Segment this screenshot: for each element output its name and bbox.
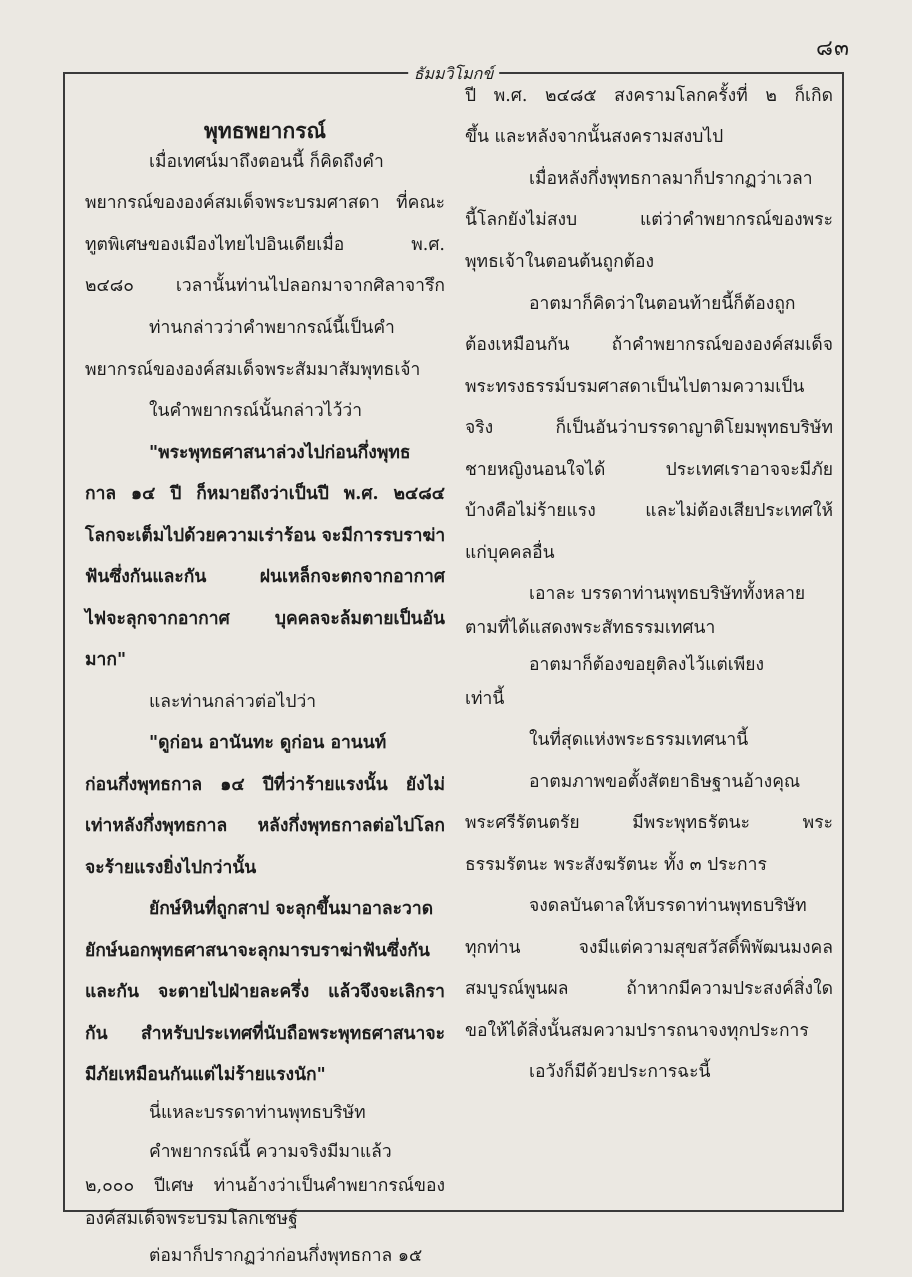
- text-line: จริง ก็เป็นอันว่าบรรดาญาติโยมพุทธบริษัท: [465, 418, 833, 438]
- text-line: กาล ๑๔ ปี ก็หมายถึงว่าเป็นปี พ.ศ. ๒๔๘๔: [85, 484, 445, 504]
- text-line: ๒,๐๐๐ ปีเศษ ท่านอ้างว่าเป็นคำพยากรณ์ของ: [85, 1176, 445, 1196]
- text-line: อาตมาก็ต้องขอยุติลงไว้แต่เพียง: [529, 655, 765, 675]
- text-line: ท่านกล่าวว่าคำพยากรณ์นี้เป็นคำ: [149, 318, 395, 338]
- section-title: พุทธพยากรณ์: [204, 118, 326, 143]
- text-line: ไฟจะลุกจากอากาศ บุคคลจะล้มตายเป็นอัน: [85, 609, 445, 629]
- text-line: นี่แหละบรรดาท่านพุทธบริษัท: [149, 1103, 366, 1123]
- page-frame: [63, 64, 844, 1266]
- text-line: ต้องเหมือนกัน ถ้าคำพยากรณ์ขององค์สมเด็จ: [465, 335, 833, 355]
- text-line: อาตมาก็คิดว่าในตอนท้ายนี้ก็ต้องถูก: [529, 294, 796, 314]
- text-line: สมบูรณ์พูนผล ถ้าหากมีความประสงค์สิ่งใด: [465, 979, 833, 999]
- text-line: เมื่อหลังกึ่งพุทธกาลมาก็ปรากฏว่าเวลา: [529, 169, 813, 189]
- text-line: คำพยากรณ์นี้ ความจริงมีมาแล้ว: [149, 1142, 392, 1162]
- text-line: ในคำพยากรณ์นั้นกล่าวไว้ว่า: [149, 401, 363, 421]
- text-line: ชายหญิงนอนใจได้ ประเทศเราอาจจะมีภัย: [465, 460, 833, 480]
- text-line: ปี พ.ศ. ๒๔๘๕ สงครามโลกครั้งที่ ๒ ก็เกิด: [465, 86, 833, 106]
- text-line: โลกจะเต็มไปด้วยความเร่าร้อน จะมีการรบราฆ่า: [85, 526, 446, 546]
- text-line: พระทรงธรรม์บรมศาสดาเป็นไปตามความเป็น: [465, 377, 805, 397]
- text-line: เอวังก็มีด้วยประการฉะนี้: [529, 1062, 711, 1082]
- text-line: ธรรมรัตนะ พระสังฆรัตนะ ทั้ง ๓ ประการ: [465, 855, 767, 875]
- text-line: จะร้ายแรงยิ่งไปกว่านั้น: [85, 858, 257, 878]
- text-line: เท่านี้: [465, 689, 505, 709]
- text-line: พยากรณ์ขององค์สมเด็จพระสัมมาสัมพุทธเจ้า: [85, 360, 421, 380]
- text-line: และท่านกล่าวต่อไปว่า: [149, 692, 317, 712]
- text-line: ทูตพิเศษของเมืองไทยไปอินเดียเมื่อ พ.ศ.: [85, 235, 445, 255]
- text-line: ก่อนกึ่งพุทธกาล ๑๔ ปีที่ว่าร้ายแรงนั้น ยังไม่: [85, 775, 445, 795]
- text-line: ยักษ์นอกพุทธศาสนาจะลุกมารบราฆ่าฟันซึ่งกัน: [85, 941, 430, 961]
- text-line: ยักษ์หินที่ถูกสาป จะลุกขึ้นมาอาละวาด: [149, 899, 434, 919]
- text-line: พุทธเจ้าในตอนต้นถูกต้อง: [465, 252, 655, 272]
- text-line: ต่อมาก็ปรากฏว่าก่อนกึ่งพุทธกาล ๑๕: [149, 1246, 423, 1266]
- text-line: ขอให้ได้สิ่งนั้นสมความปรารถนาจงทุกประการ: [465, 1021, 809, 1041]
- text-line: พระศรีรัตนตรัย มีพระพุทธรัตนะ พระ: [465, 813, 833, 833]
- text-line: กัน สำหรับประเทศที่นับถือพระพุทธศาสนาจะ: [85, 1024, 445, 1044]
- text-line: เท่าหลังกึ่งพุทธกาล หลังกึ่งพุทธกาลต่อไปโลก: [85, 816, 445, 836]
- text-line: "พระพุทธศาสนาล่วงไปก่อนกึ่งพุทธ: [149, 443, 411, 463]
- text-line: ตามที่ได้แสดงพระสัทธรรมเทศนา: [465, 618, 716, 638]
- text-line: ขึ้น และหลังจากนั้นสงครามสงบไป: [465, 127, 724, 147]
- text-line: ฟันซึ่งกันและกัน ฝนเหล็กจะตกจากอากาศ: [85, 567, 445, 587]
- text-line: "ดูก่อน อานันทะ ดูก่อน อานนท์: [149, 733, 387, 753]
- text-line: พยากรณ์ขององค์สมเด็จพระบรมศาสดา ที่คณะ: [85, 193, 445, 213]
- text-line: จงดลบันดาลให้บรรดาท่านพุทธบริษัท: [529, 896, 807, 916]
- text-line: แก่บุคคลอื่น: [465, 543, 555, 563]
- text-line: อาตมภาพขอตั้งสัตยาธิษฐานอ้างคุณ: [529, 772, 801, 792]
- text-line: ๒๔๘๐ เวลานั้นท่านไปลอกมาจากศิลาจารึก: [85, 276, 445, 296]
- text-line: ทุกท่าน จงมีแต่ความสุขสวัสดิ์พิพัฒนมงคล: [465, 938, 833, 958]
- text-line: และกัน จะตายไปฝ่ายละครึ่ง แล้วจึงจะเลิกรา: [85, 982, 445, 1002]
- text-line: องค์สมเด็จพระบรมโลกเชษฐ์: [85, 1209, 298, 1229]
- page-number: ๘๓: [815, 36, 850, 61]
- text-line: บ้างคือไม่ร้ายแรง และไม่ต้องเสียประเทศให้: [465, 501, 833, 521]
- running-header: ธัมมวิโมกข์: [408, 62, 500, 87]
- text-line: มีภัยเหมือนกันแต่ไม่ร้ายแรงนัก": [85, 1065, 326, 1085]
- text-line: เอาละ บรรดาท่านพุทธบริษัททั้งหลาย: [529, 584, 806, 604]
- text-line: เมื่อเทศน์มาถึงตอนนี้ ก็คิดถึงคำ: [149, 152, 384, 172]
- text-line: ในที่สุดแห่งพระธรรมเทศนานี้: [529, 730, 749, 750]
- text-line: มาก": [85, 650, 127, 670]
- text-line: นี้โลกยังไม่สงบ แต่ว่าคำพยากรณ์ของพระ: [465, 210, 833, 230]
